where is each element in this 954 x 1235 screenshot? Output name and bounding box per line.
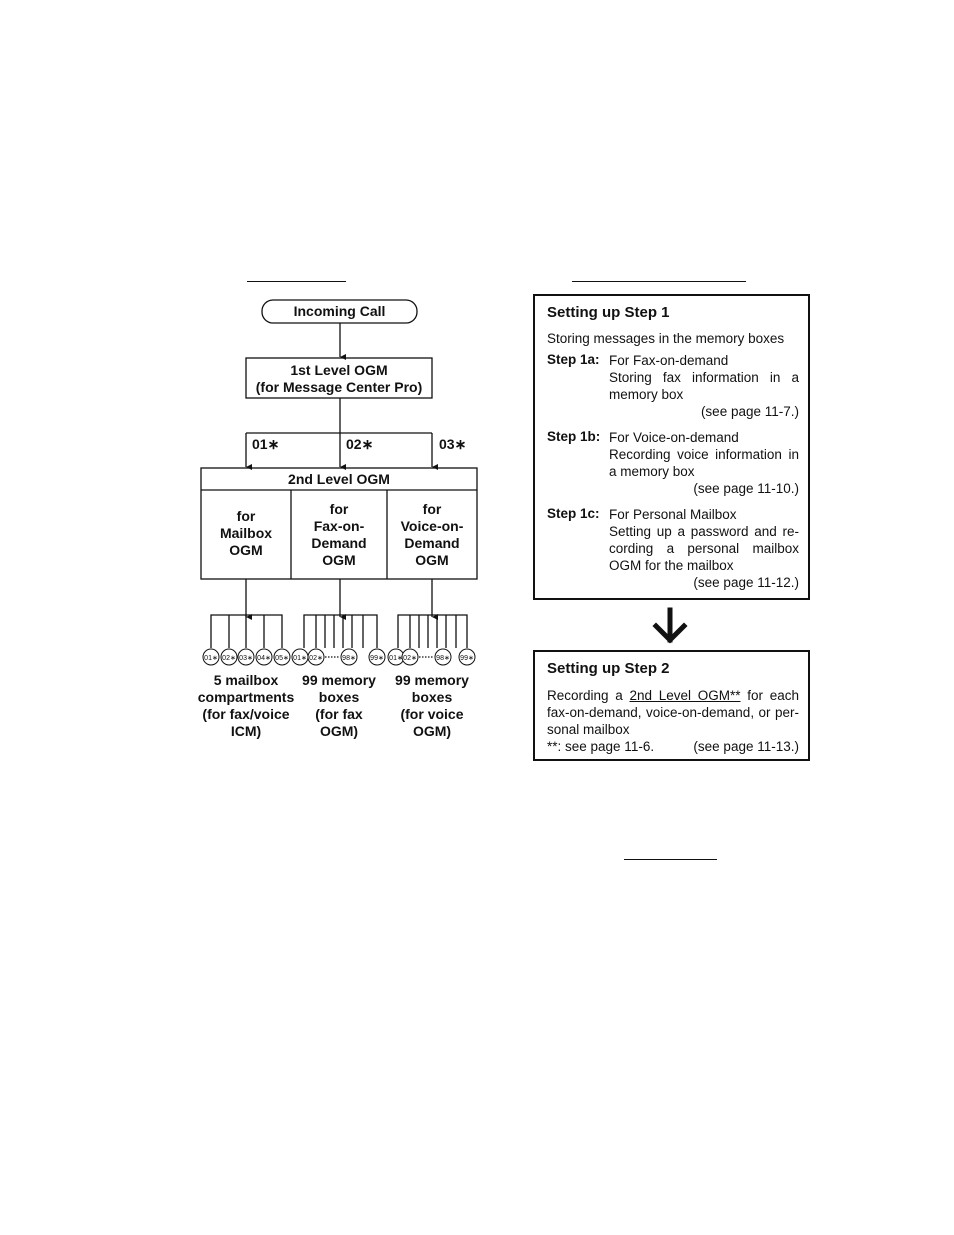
first-level-title: 1st Level OGM	[290, 362, 388, 378]
voice-circle-2: 02∗	[403, 655, 417, 662]
step1a-body: Storing fax information in a memory box	[609, 370, 799, 402]
step1a-ref: (see page 11-7.)	[700, 404, 799, 419]
step2-ref: (see page 11-13.)	[693, 739, 799, 754]
col-voice-line3: Demand	[404, 535, 460, 551]
incoming-call-label: Incoming Call	[293, 303, 386, 319]
col-fax-line2: Fax-on-	[313, 518, 365, 534]
col-fax-line3: Demand	[311, 535, 367, 551]
mailbox-circle-1: 01∗	[204, 655, 218, 662]
step2-body-pre: Recording a	[547, 688, 630, 703]
col-voice-line2: Voice-on-	[400, 518, 464, 534]
col-fax-line1: for	[329, 501, 349, 517]
col-mailbox	[201, 508, 291, 559]
col-voice-line1: for	[422, 501, 442, 517]
branch-02-label: 02∗	[346, 436, 374, 452]
caption-voice-line4: OGM)	[412, 723, 452, 739]
col-mailbox-line1: for	[236, 508, 256, 524]
col-fax	[291, 501, 387, 569]
voice-circle-1: 01∗	[389, 655, 403, 662]
step1-intro: Storing messages in the memory boxes	[547, 331, 785, 346]
caption-fax	[294, 672, 384, 740]
caption-voice-line3: (for voice	[400, 706, 464, 722]
caption-fax-line4: OGM)	[319, 723, 359, 739]
step1c-label: Step 1c:	[547, 506, 600, 521]
caption-mailbox-line4: ICM)	[230, 723, 262, 739]
step2-note: **: see page 11-6.	[547, 739, 655, 754]
step1-panel	[533, 294, 810, 600]
fax-circle-98: 98∗	[342, 655, 356, 662]
caption-voice-line2: boxes	[411, 689, 453, 705]
voice-circle-98: 98∗	[436, 655, 450, 662]
col-voice	[387, 501, 477, 569]
step1c-ref: (see page 11-12.)	[693, 575, 799, 590]
step1b-label: Step 1b:	[547, 429, 601, 444]
fax-circle-1: 01∗	[293, 655, 307, 662]
second-level-title: 2nd Level OGM	[288, 471, 390, 487]
col-mailbox-line2: Mailbox	[219, 525, 273, 541]
col-fax-line4: OGM	[322, 552, 356, 568]
step1c-head: For Personal Mailbox	[609, 507, 737, 522]
mailbox-circle-5: 05∗	[275, 655, 289, 662]
step1a-head: For Fax-on-demand	[609, 353, 729, 368]
caption-voice	[388, 672, 476, 740]
step2-body	[547, 687, 799, 738]
down-arrow-icon	[650, 606, 690, 646]
branch-03-label: 03∗	[439, 436, 467, 452]
caption-fax-line3: (for fax	[315, 706, 363, 722]
caption-mailbox-line3: (for fax/voice	[202, 706, 290, 722]
fax-circle-2: 02∗	[309, 655, 323, 662]
caption-fax-line2: boxes	[318, 689, 360, 705]
caption-mailbox	[192, 672, 300, 740]
branch-01-label: 01∗	[252, 436, 280, 452]
step1b-body: Recording voice information in a memory box	[609, 447, 799, 479]
voice-circle-99: 99∗	[460, 655, 474, 662]
step2-panel	[533, 650, 810, 761]
caption-voice-line1: 99 memory	[395, 672, 469, 688]
step1b-ref: (see page 11-10.)	[693, 481, 799, 496]
caption-fax-line1: 99 memory	[302, 672, 376, 688]
col-mailbox-line3: OGM	[229, 542, 263, 558]
step1a-label: Step 1a:	[547, 352, 600, 367]
step2-title: Setting up Step 2	[547, 660, 670, 677]
first-level-subtitle: (for Message Center Pro)	[255, 379, 423, 395]
mailbox-circle-4: 04∗	[257, 655, 271, 662]
step2-body-post: for each fax-on-demand, voice-on-demand, or per-sonal mailbox	[547, 688, 799, 737]
step1b-head: For Voice-on-demand	[609, 430, 739, 445]
caption-mailbox-line2: compartments	[197, 689, 295, 705]
step1c-body: Setting up a password and re-cording a personal mailbox OGM for the mailbox	[609, 524, 799, 573]
mailbox-circle-3: 03∗	[239, 655, 253, 662]
step2-link: 2nd Level OGM**	[629, 688, 741, 703]
col-voice-line4: OGM	[415, 552, 449, 568]
caption-mailbox-line1: 5 mailbox	[213, 672, 279, 688]
fax-circle-99: 99∗	[370, 655, 384, 662]
step1-title: Setting up Step 1	[547, 304, 670, 321]
mailbox-circle-2: 02∗	[222, 655, 236, 662]
